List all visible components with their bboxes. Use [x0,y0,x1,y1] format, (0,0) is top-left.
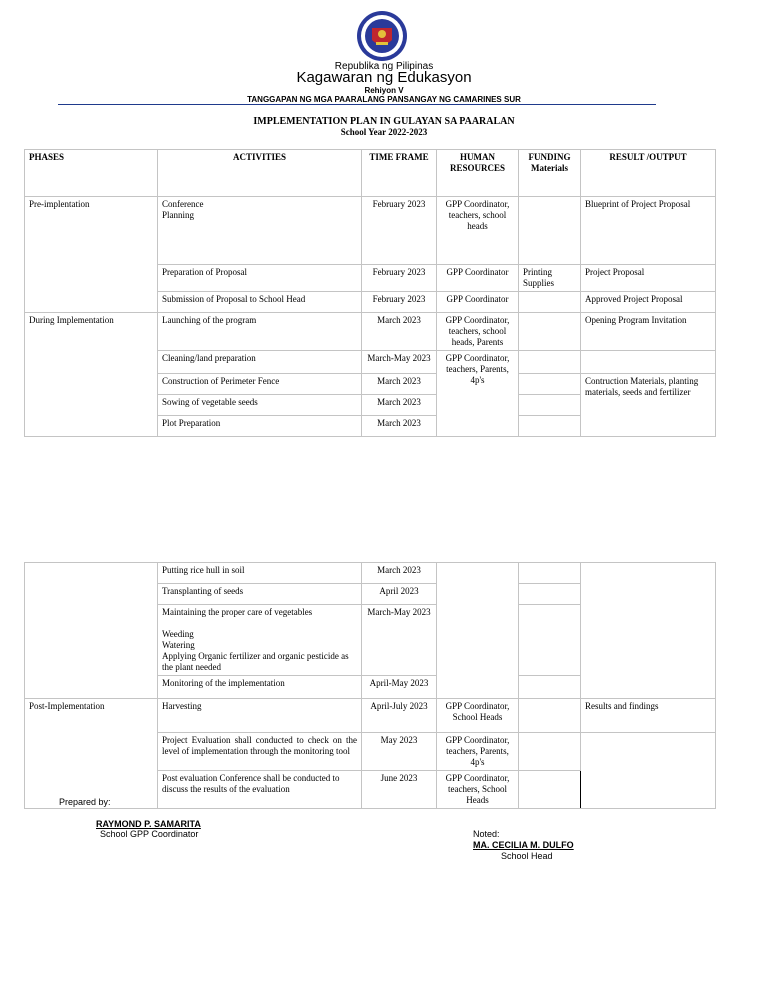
resources-cell: GPP Coordinator, teachers, Parents, 4p's [437,733,519,771]
funding-cell [519,395,581,416]
funding-cell [519,605,581,676]
table-row [25,197,716,265]
col-header-phases: PHASES [25,150,158,197]
funding-cell [519,292,581,313]
deped-seal-logo [356,10,408,62]
phase-cell: Post-Implementation [25,699,158,809]
activity-cell: Construction of Perimeter Fence [158,374,362,395]
result-cell [581,351,716,374]
result-cell: Approved Project Proposal [581,292,716,313]
republic-label: Republika ng Pilipinas [334,61,434,72]
table-row [25,563,716,584]
activity-subitem: Applying Organic fertilizer and organic pesticide as the plant needed [162,651,349,672]
funding-cell [519,351,581,374]
activity-cell: Post evaluation Conference shall be conducted to discuss the results of the evaluation [158,771,362,809]
col-header-result: RESULT /OUTPUT [581,150,716,197]
noted-by-role: School Head [501,851,553,861]
resources-cell: GPP Coordinator, teachers, School Heads [437,771,519,809]
region-label: Rehiyon V [364,86,404,95]
result-cell: Opening Program Invitation [581,313,716,351]
implementation-table-part2 [24,562,716,809]
activity-cell: Submission of Proposal to School Head [158,292,362,313]
timeframe-cell: March 2023 [362,313,437,351]
phase-cell: Pre-implentation [25,197,158,313]
activity-cell: Launching of the program [158,313,362,351]
funding-cell [519,676,581,699]
activity-text: Maintaining the proper care of vegetables [162,607,313,617]
table-row [25,313,716,351]
resources-cell: GPP Coordinator [437,265,519,292]
funding-cell [519,197,581,265]
timeframe-cell: March 2023 [362,374,437,395]
funding-cell [519,416,581,437]
department-name: Kagawaran ng Edukasyon [296,69,472,86]
timeframe-cell: February 2023 [362,197,437,265]
result-cell [581,733,716,809]
timeframe-cell: April 2023 [362,584,437,605]
funding-cell [519,771,581,809]
activity-cell: Project Evaluation shall conducted to check on the level of implementation through the monitoring tool [158,733,362,771]
table-row [25,699,716,733]
timeframe-cell: March 2023 [362,395,437,416]
noted-by-name: MA. CECILIA M. DULFO [473,840,574,850]
col-header-activities: ACTIVITIES [158,150,362,197]
activity-cell: Putting rice hull in soil [158,563,362,584]
activity-cell: Plot Preparation [158,416,362,437]
funding-cell [519,584,581,605]
result-cell: Blueprint of Project Proposal [581,197,716,265]
result-cell [581,563,716,699]
timeframe-cell: March-May 2023 [362,351,437,374]
activity-text: Planning [162,210,195,220]
office-name: TANGGAPAN NG MGA PAARALANG PANSANGAY NG CAMARINES SUR [247,95,521,104]
activity-cell [158,605,362,676]
resources-cell [437,563,519,699]
funding-cell [519,563,581,584]
resources-cell: GPP Coordinator, teachers, Parents, 4p's [437,351,519,437]
result-cell: Contruction Materials, planting materials, seeds and fertilizer [581,374,716,437]
table-header-row [25,150,716,197]
resources-cell: GPP Coordinator, School Heads [437,699,519,733]
activity-cell [158,197,362,265]
spacer [162,618,357,629]
funding-cell [519,313,581,351]
timeframe-cell: March 2023 [362,563,437,584]
result-cell: Project Proposal [581,265,716,292]
timeframe-cell: April-July 2023 [362,699,437,733]
timeframe-cell: February 2023 [362,265,437,292]
col-header-time-frame: TIME FRAME [362,150,437,197]
activity-cell: Transplanting of seeds [158,584,362,605]
timeframe-cell: March-May 2023 [362,605,437,676]
funding-cell [519,374,581,395]
funding-cell [519,699,581,733]
timeframe-cell: June 2023 [362,771,437,809]
resources-cell: GPP Coordinator, teachers, school heads, Parents [437,313,519,351]
timeframe-cell: March 2023 [362,416,437,437]
col-header-funding: FUNDING Materials [519,150,581,197]
timeframe-cell: May 2023 [362,733,437,771]
school-year: School Year 2022-2023 [340,127,428,137]
activity-text: Conference [162,199,204,209]
plan-title: IMPLEMENTATION PLAN IN GULAYAN SA PAARALAN [253,116,515,127]
prepared-by-label: Prepared by: [59,797,111,807]
activity-cell: Sowing of vegetable seeds [158,395,362,416]
funding-cell [519,733,581,771]
resources-cell: GPP Coordinator, teachers, school heads [437,197,519,265]
timeframe-cell: April-May 2023 [362,676,437,699]
prepared-by-role: School GPP Coordinator [100,829,199,839]
resources-cell: GPP Coordinator [437,292,519,313]
activity-cell: Monitoring of the implementation [158,676,362,699]
noted-label: Noted: [473,829,500,839]
activity-cell: Cleaning/land preparation [158,351,362,374]
phase-cell: During Implementation [25,313,158,437]
activity-subitem: Watering [162,640,195,650]
col-header-human-resources: HUMAN RESOURCES [437,150,519,197]
phase-cell [25,563,158,699]
activity-subitem: Weeding [162,629,194,639]
timeframe-cell: February 2023 [362,292,437,313]
activity-cell: Preparation of Proposal [158,265,362,292]
funding-cell: Printing Supplies [519,265,581,292]
prepared-by-name: RAYMOND P. SAMARITA [96,819,201,829]
header-rule [58,104,656,105]
implementation-table-part1 [24,149,716,437]
result-cell: Results and findings [581,699,716,733]
activity-cell: Harvesting [158,699,362,733]
